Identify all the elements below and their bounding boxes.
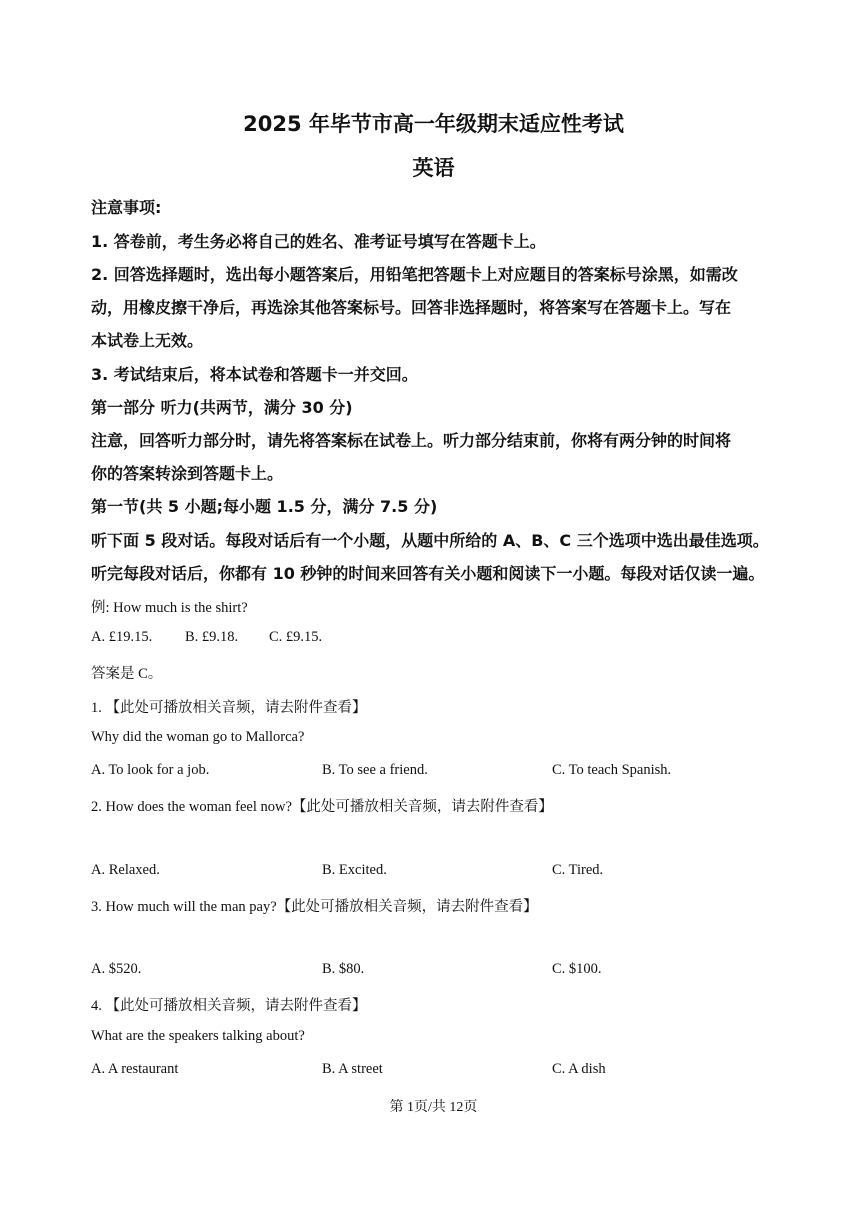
question-4-option-c: C. A dish (552, 1061, 606, 1077)
instructions-line-1: 听下面 5 段对话。每段对话后有一个小题，从题中所给的 A、B、C 三个选项中选出最佳选项。 (91, 531, 769, 550)
notice-item-3: 3. 考试结束后，将本试卷和答题卡一并交回。 (91, 365, 418, 384)
question-1-option-c: C. To teach Spanish. (552, 762, 672, 778)
question-3-text[interactable]: 3. How much will the man pay?【此处可播放相关音频，请去附件查看】 (91, 899, 538, 915)
question-4-audio[interactable]: 4. 【此处可播放相关音频，请去附件查看】 (91, 998, 367, 1014)
part1-note-line-2: 你的答案转涂到答题卡上。 (91, 464, 284, 483)
question-2-option-b: B. Excited. (322, 862, 387, 878)
question-4-option-b: B. A street (322, 1061, 383, 1077)
section1-heading: 第一节(共 5 小题;每小题 1.5 分，满分 7.5 分) (91, 497, 438, 516)
question-2-option-c: C. Tired. (552, 862, 604, 878)
notice-item-1: 1. 答卷前，考生务必将自己的姓名、准考证号填写在答题卡上。 (91, 232, 546, 251)
instructions-line-2: 听完每段对话后，你都有 10 秒钟的时间来回答有关小题和阅读下一小题。每段对话仅读一遍。 (91, 564, 765, 583)
page-number: 第 1页/共 12页 (389, 1100, 478, 1115)
part1-heading: 第一部分 听力(共两节，满分 30 分) (91, 398, 353, 417)
question-4-option-a: A. A restaurant (91, 1061, 179, 1077)
notice-item-2-line-3: 本试卷上无效。 (91, 331, 204, 350)
example-answer: 答案是 C。 (91, 666, 163, 682)
question-3-option-a: A. $520. (91, 961, 142, 977)
part1-note-line-1: 注意，回答听力部分时，请先将答案标在试卷上。听力部分结束前，你将有两分钟的时间将 (91, 431, 732, 450)
question-1-option-a: A. To look for a job. (91, 762, 210, 778)
subject-title: 英语 (412, 156, 455, 180)
example-option-b: B. £9.18. (185, 629, 239, 645)
question-3-option-b: B. $80. (322, 961, 365, 977)
example-option-a: A. £19.15. (91, 629, 153, 645)
example-option-c: C. £9.15. (269, 629, 323, 645)
question-3-option-c: C. $100. (552, 961, 602, 977)
notice-item-2-line-2: 动，用橡皮擦干净后，再选涂其他答案标号。回答非选择题时，将答案写在答题卡上。写在 (91, 298, 732, 317)
notice-item-2-line-1: 2. 回答选择题时，选出每小题答案后，用铅笔把答题卡上对应题目的答案标号涂黑，如需改 (91, 265, 738, 284)
question-1-option-b: B. To see a friend. (322, 762, 428, 778)
notice-heading: 注意事项: (91, 198, 162, 217)
question-1-audio[interactable]: 1. 【此处可播放相关音频，请去附件查看】 (91, 700, 367, 716)
question-1-text: Why did the woman go to Mallorca? (91, 729, 305, 745)
example-question: 例: How much is the shirt? (91, 600, 248, 616)
question-4-text: What are the speakers talking about? (91, 1028, 305, 1044)
exam-title: 2025 年毕节市高一年级期末适应性考试 (243, 112, 624, 136)
question-2-option-a: A. Relaxed. (91, 862, 160, 878)
question-2-text[interactable]: 2. How does the woman feel now?【此处可播放相关音频，请去附件查看】 (91, 799, 553, 815)
